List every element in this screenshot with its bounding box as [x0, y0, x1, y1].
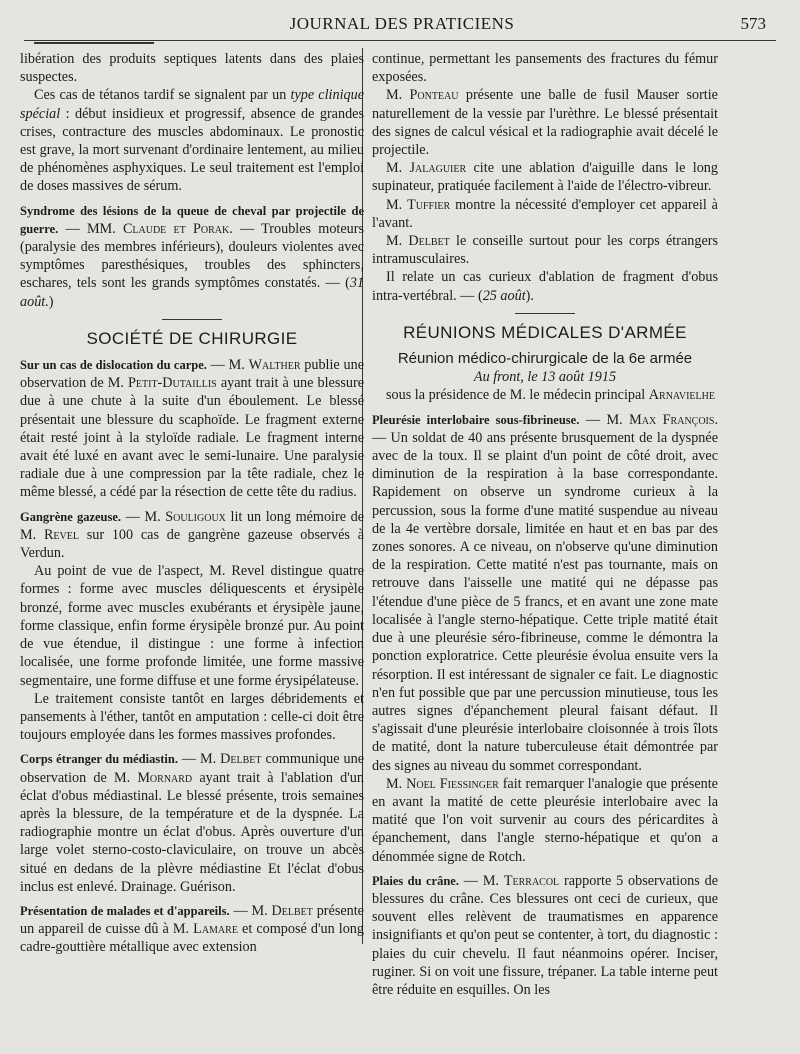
date: 31 août. — [20, 275, 364, 310]
rubric: Sur un cas de dislocation du carpe. — [20, 358, 207, 373]
text: — M. — [458, 872, 504, 889]
text: ) — [48, 293, 54, 310]
text: ayant trait à l'ablation d'un éclat d'obus médiastinal. Le blessé présente, trois semaines après la blessure, de la température et de la dyspnée. La radiographie montre un éclat d'obus. Après ouverture d'un large volet sterno-costo-claviculaire, on trouve un abcès situé en dedans de la plèvre médiastine Et l'éclat d'obus inclus est enlevé. Drainage. Guérison. — [20, 769, 364, 895]
dateline: Au front, le 13 août 1915 — [473, 369, 617, 386]
text: M. — [386, 160, 410, 177]
paragraph — [372, 775, 718, 866]
article-crane — [372, 872, 718, 999]
text: M. — [386, 87, 410, 104]
separator — [162, 319, 222, 320]
author: Jalaguier — [409, 160, 467, 177]
text: présente une balle de fusil Mauser sortie naturellement de la vessie par l'urèthre. Le blessé présentait des signes de calcul vésical et la radiographie avait décelé le projectile. — [372, 87, 718, 159]
rubric: Syndrome des lésions de la queue de cheval par projectile de guerre. — [20, 203, 364, 236]
author: Walther — [248, 357, 301, 374]
text: présente un appareil de cuisse dû à M. — [20, 902, 364, 938]
author: Mornard — [137, 769, 193, 786]
article-presentation — [20, 902, 364, 957]
author: Arnavielhe — [648, 387, 715, 404]
paragraph — [372, 86, 718, 159]
text: M. — [386, 233, 409, 250]
text: — Un soldat de 40 ans présente brusquement de la dyspnée avec de la toux. Il se plaint d'un point de côté droit, avec diminution de la respiration à la base correspondante. Rapidement on observe un syndrome curieux à la percussion, sous la forme d'une matité suspendue au niveau de la 4e vertèbre dorsale, limitée en haut et en bas par des zones sonores. A ce niveau, on n'observe qu'une diminution de la respiration. Cette matité n'est pas tournante, mais on retrouve dans l'aisselle une matité qui ne dépasse pas l'étendue d'une pièce de 5 francs, et en avant une zone mate localisée à l'angle sterno-hépatique. Cette triple matité était due à une pleurésie séro-fibrineuse, comme le démontra la ponction exploratrice. Cette pleurésie évolua ensuite vers la résorption. Il est intéressant de signaler ce fait. Le diagnostic n'en fut possible que par une percussion minutieuse, tous les autres signes d'épanchement pleural faisant défaut. Il s'agissait d'une pleurésie interlobaire cloisonnée à trois îlots de matité, dont la nature tuberculeuse était démontrée par des signes au niveau du sommet correspondant. — [372, 429, 718, 774]
text: sous la présidence de M. le médecin principal — [386, 387, 649, 404]
text: communique une observation de M. — [20, 751, 365, 786]
text: et composé d'un long cadre-gouttière métallique avec extension — [20, 921, 364, 956]
text: : début insidieux et progressif, absence de grandes crises, contracture des muscles abdominaux. Le pronostic est grave, la mort survenant d'ordinaire lentement, au milieu de phénomènes asphyxiques. Le seul traitement est l'emploi de doses massives de sérum. — [20, 105, 364, 195]
text: M. — [386, 196, 408, 213]
author: Lamare — [193, 921, 238, 938]
paragraph: continue, permettant les pansements des fractures du fémur exposées. — [372, 51, 718, 86]
text: publie une observation de M. — [20, 357, 364, 392]
paragraph — [372, 196, 718, 232]
rubric: Pleurésie interlobaire sous-fibrineuse. — [372, 412, 580, 427]
text: — M. — [121, 508, 166, 525]
author: Terracol — [503, 872, 560, 889]
text: cite une ablation d'aiguille dans le long supinateur, pratiquée facilement à l'aide de l'électro-vibreur. — [372, 160, 718, 195]
page-number: 573 — [740, 14, 766, 33]
text: — M. — [177, 751, 221, 768]
paragraph — [372, 159, 718, 195]
text: Il relate un cas curieux d'ablation de fragment d'obus intra-vertébral. — ( — [372, 269, 718, 304]
author: Delbet — [220, 751, 262, 768]
text: sur 100 cas de gangrène gazeuse observés à Verdun. — [20, 526, 364, 562]
text: — M. — [206, 357, 249, 374]
text: montre la nécessité d'employer cet appareil à l'avant. — [372, 196, 718, 231]
left-column — [20, 50, 364, 957]
section-title: RÉUNIONS MÉDICALES D'ARMÉE — [403, 322, 687, 342]
running-title: JOURNAL DES PRATICIENS — [289, 14, 515, 33]
emphasis: type clinique spécial — [20, 87, 364, 122]
author: Delbet — [408, 233, 450, 250]
authors: — MM. Claude et Porak. — [65, 220, 233, 237]
text: ayant trait à une blessure due à une chute à la suite d'un éboulement. Le blessé présentait une blessure du scaphoïde. Le fragment externe était resté joint à la styloïde radiale. Le fragment interne avait été luxé en avant avec le semi-lunaire. Une paralysie radiale due à une compression par la tête radiale, chez le même blessé, a cédé par la résection de cette tête du radius. — [20, 375, 365, 501]
paragraph — [20, 86, 364, 195]
article-carpe — [20, 356, 364, 502]
text: Ces cas de tétanos tardif se signalent par un — [34, 87, 291, 104]
author: Max François. — [629, 411, 718, 428]
text: M. — [386, 775, 407, 792]
paragraph — [372, 232, 718, 268]
author: Revel — [43, 526, 79, 543]
author: Ponteau — [409, 87, 459, 104]
rubric: Corps étranger du médiastin. — [20, 752, 178, 767]
paragraph — [372, 268, 718, 304]
separator — [515, 313, 575, 314]
rubric: Gangrène gazeuse. — [20, 509, 122, 524]
text: fait remarquer l'analogie que présente en avant la matité de cette pleurésie interlobaire avec la matité que l'on voit survenir au cours des péricardites à épanchement, dans l'angle sterno-hépatique et qu'on a dénommée signe de Rotch. — [372, 775, 718, 865]
rubric: Plaies du crâne. — [372, 873, 459, 888]
article-mediastin — [20, 750, 364, 896]
article-syndrome — [20, 202, 364, 311]
text: rapporte 5 observations de blessures du crâne. Ces blessures ont ceci de curieux, que souvent elles relèvent de traumatismes en apparence insignifiants et qu'on peut se contenter, à tort, du diagnostic : plaies du cuir chevelu. Il faut néanmoins opérer. Inciser, ruginer. Si on voit une fissure, trépaner. La table interne peut être réduite en esquilles. On les — [372, 872, 718, 998]
article-pleuresie — [372, 411, 718, 775]
section-title: SOCIÉTÉ DE CHIRURGIE — [86, 328, 298, 348]
author: Souligoux — [165, 508, 226, 525]
author: Delbet — [271, 902, 313, 919]
text: — M. — [229, 902, 272, 919]
right-column — [372, 50, 718, 999]
date: 25 août — [482, 287, 526, 304]
header-rule — [24, 40, 776, 41]
text: — M. — [579, 411, 630, 428]
paragraph: libération des produits septiques latents dans des plaies suspectes. — [20, 51, 364, 86]
author: Noel Fiessinger — [406, 775, 499, 792]
header-rule-accent — [34, 42, 154, 44]
text: ). — [525, 287, 534, 304]
paragraph: Le traitement consiste tantôt en larges débridements et pansements à l'éther, tantôt en amputation : celle-ci doit être toujours employée dans les formes massives profondes. — [20, 690, 364, 744]
presidence-line — [372, 386, 718, 404]
running-head — [24, 14, 780, 40]
rubric: Présentation de malades et d'appareils. — [20, 903, 230, 918]
author: Petit-Dutaillis — [128, 375, 217, 392]
text: le conseille surtout pour les corps étrangers intramusculaires. — [372, 233, 718, 268]
author: Tuffier — [407, 196, 451, 213]
text: — Troubles moteurs (paralysie des membres inférieurs), douleurs violentes avec symptômes paresthésiques, troubles des sphincters, eschares, tels sont les grands symptômes constatés. — ( — [20, 220, 365, 292]
article-gangrene — [20, 508, 364, 563]
text: lit un long mémoire de M. — [20, 508, 364, 543]
paragraph: Au point de vue de l'aspect, M. Revel distingue quatre formes : forme avec muscles déliquescents et érysipèle bronzé, forme avec muscles exubérants et érysipèle jaune, forme classique, enfin forme érysipèle bronzé pur. Au point de vue étendue, il distingue : une forme à infection localisée, une forme profonde limitée, une forme massive segmentaire, une forme diffuse et une forme érysipélateuse. — [20, 563, 364, 689]
section-subtitle: Réunion médico-chirurgicale de la 6e armée — [397, 350, 693, 368]
